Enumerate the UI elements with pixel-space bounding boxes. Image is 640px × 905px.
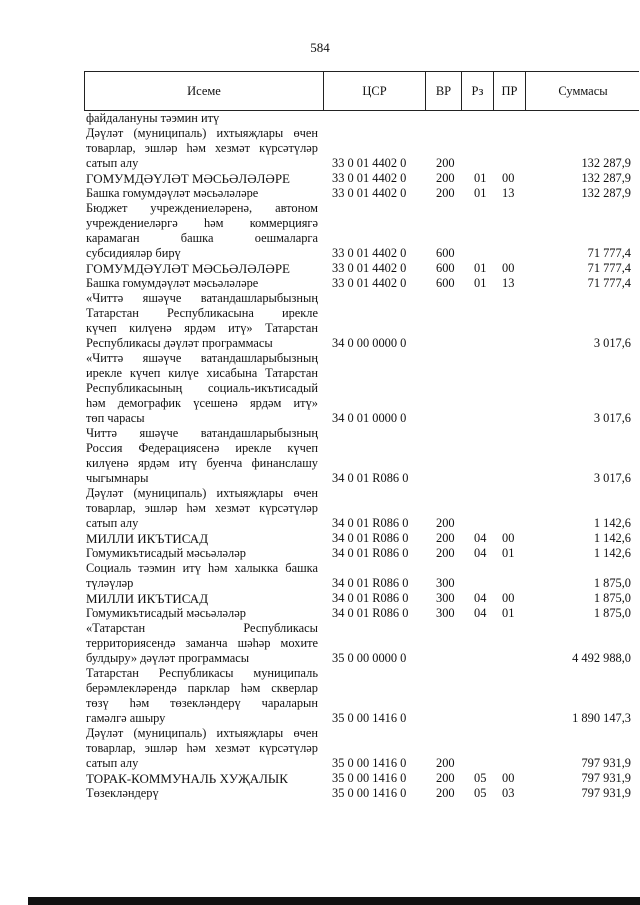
row-sum: 1 875,0 [593,591,631,605]
row-csr: 33 0 01 4402 0 [332,261,407,275]
row-name-line: учреждениеләргә һәм коммерциягә [86,216,318,230]
table-row [84,591,639,606]
row-csr: 35 0 00 1416 0 [332,711,407,725]
table-row [84,291,639,351]
row-rz: 01 [474,186,487,200]
row-vr: 200 [436,546,455,560]
row-csr: 34 0 01 R086 0 [332,546,409,560]
row-name-line: чыгымнары [86,471,149,485]
row-name-line: Башка гомумдәүләт мәсьәләләре [86,186,259,200]
header-vr: ВР [426,72,462,110]
table-row [84,201,639,261]
row-pr: 03 [502,786,515,800]
table-row [84,276,639,291]
row-name [84,201,318,261]
row-sum: 797 931,9 [581,786,631,800]
row-name-line: төзү һәм төзекләндерү чараларын [86,696,318,710]
header-pr: ПР [494,72,526,110]
row-name [84,171,318,186]
row-name-line: Россия Федерациясенә ирекле күчеп [86,441,318,455]
table-row [84,126,639,171]
row-name-line: Социаль тәэмин итү һәм халыкка башка [86,561,318,575]
table-row [84,261,639,276]
row-rz: 04 [474,591,487,605]
row-csr: 35 0 00 1416 0 [332,756,407,770]
row-name-line: Республикасының социаль-икътисадый [86,381,318,395]
row-name-line: төп чарасы [86,411,145,425]
row-name [84,606,318,621]
row-sum: 71 777,4 [587,246,631,260]
row-sum: 132 287,9 [581,186,631,200]
table-row [84,171,639,186]
row-vr: 200 [436,771,455,785]
row-name [84,726,318,771]
row-name-line: Башка гомумдәүләт мәсьәләләре [86,276,259,290]
row-name-line: ГОМУМДӘҮЛӘТ МӘСЬӘЛӘЛӘРЕ [86,261,290,276]
row-name-line: ирекле күчеп килүе хисабына Татарстан [86,366,318,380]
row-vr: 200 [436,756,455,770]
row-name-line: сатып алу [86,516,139,530]
table-row [84,771,639,786]
row-name-line: МИЛЛИ ИКЪТИСАД [86,531,209,546]
row-name [84,591,318,606]
row-pr: 01 [502,606,515,620]
row-name [84,771,318,786]
row-sum: 71 777,4 [587,261,631,275]
row-vr: 300 [436,591,455,605]
table-row [84,531,639,546]
row-rz: 04 [474,606,487,620]
row-name-line: «Читтә яшәүче ватандашларыбызның [86,291,318,305]
table-row [84,726,639,771]
row-name-line: МИЛЛИ ИКЪТИСАД [86,591,209,606]
row-sum: 3 017,6 [593,471,631,485]
row-sum: 4 492 988,0 [572,651,631,665]
table-row [84,606,639,621]
row-csr: 34 0 01 R086 0 [332,531,409,545]
row-name [84,786,318,801]
row-sum: 1 890 147,3 [572,711,631,725]
row-name [84,276,318,291]
row-name-line: гамәлгә ашыру [86,711,166,725]
row-csr: 35 0 00 1416 0 [332,771,407,785]
row-name [84,261,318,276]
table-row [84,786,639,801]
row-vr: 200 [436,516,455,530]
row-name-line: Бюджет учреждениеләренә, автоном [86,201,318,215]
table-row [84,186,639,201]
row-name [84,126,318,171]
table-row [84,561,639,591]
row-csr: 33 0 01 4402 0 [332,171,407,185]
row-pr: 00 [502,261,515,275]
row-name-line: ТОРАК-КОММУНАЛЬ ХУҖАЛЫК [86,771,288,786]
table-header [84,71,639,111]
row-csr: 33 0 01 4402 0 [332,186,407,200]
row-name-line: Төзекләндерү [86,786,159,800]
row-name-line: Дәүләт (муниципаль) ихтыяҗлары өчен [86,486,318,500]
row-vr: 600 [436,276,455,290]
budget-table [84,71,639,801]
row-pr: 01 [502,546,515,560]
row-name-line: «Татарстан Республикасы [86,621,318,635]
row-rz: 01 [474,276,487,290]
row-name [84,351,318,426]
row-name-line: килүенә ярдәм итү буенча финанслашу [86,456,318,470]
row-name-line: Татарстан Республикасына ирекле [86,306,318,320]
row-sum: 132 287,9 [581,156,631,170]
row-rz: 01 [474,171,487,185]
row-sum: 797 931,9 [581,756,631,770]
row-csr: 33 0 01 4402 0 [332,276,407,290]
row-rz: 05 [474,786,487,800]
row-vr: 200 [436,156,455,170]
row-name-line: субсидияләр бирү [86,246,181,260]
table-row [84,111,639,126]
row-name-line: ГОМУМДӘҮЛӘТ МӘСЬӘЛӘЛӘРЕ [86,171,290,186]
row-name-line: күчеп килүенә ярдәм итү» Татарстан [86,321,318,335]
row-name-line: Дәүләт (муниципаль) ихтыяҗлары өчен [86,126,318,140]
row-rz: 04 [474,546,487,560]
row-name [84,186,318,201]
row-name-line: сатып алу [86,156,139,170]
row-name-line: территориясендә заманча шәһәр мохите [86,636,318,650]
row-name [84,666,318,726]
row-sum: 71 777,4 [587,276,631,290]
row-name-line: Гомумикътисадый мәсьәләләр [86,546,246,560]
row-name [84,621,318,666]
page-number: 584 [310,40,330,55]
row-csr: 35 0 00 0000 0 [332,651,407,665]
row-sum: 797 931,9 [581,771,631,785]
row-sum: 3 017,6 [593,336,631,350]
row-name-line: файдалануны тәэмин итү [86,111,220,125]
row-csr: 34 0 01 R086 0 [332,591,409,605]
row-pr: 00 [502,591,515,605]
row-rz: 04 [474,531,487,545]
row-name-line: түләүләр [86,576,134,590]
row-sum: 1 142,6 [593,546,631,560]
row-name-line: товарлар, эшләр һәм хезмәт күрсәтүләр [86,741,318,755]
table-row [84,621,639,666]
row-name-line: сатып алу [86,756,139,770]
row-name-line: карамаган башка оешмаларга [86,231,318,245]
row-csr: 34 0 01 R086 0 [332,606,409,620]
row-vr: 200 [436,786,455,800]
row-name [84,426,318,486]
row-name-line: товарлар, эшләр һәм хезмәт күрсәтүләр [86,501,318,515]
row-vr: 600 [436,261,455,275]
row-name-line: Республикасы дәүләт программасы [86,336,273,350]
row-name-line: булдыру» дәүләт программасы [86,651,250,665]
row-pr: 13 [502,276,515,290]
row-sum: 1 875,0 [593,576,631,590]
row-pr: 00 [502,531,515,545]
row-rz: 05 [474,771,487,785]
row-sum: 1 875,0 [593,606,631,620]
row-name [84,111,318,126]
row-vr: 300 [436,606,455,620]
row-csr: 34 0 01 0000 0 [332,411,407,425]
row-vr: 300 [436,576,455,590]
row-name-line: һәм демографик үсешенә ярдәм итү» [86,396,318,410]
table-row [84,351,639,426]
row-pr: 00 [502,171,515,185]
row-rz: 01 [474,261,487,275]
row-pr: 13 [502,186,515,200]
table-row [84,666,639,726]
row-vr: 600 [436,246,455,260]
row-name [84,291,318,351]
row-sum: 1 142,6 [593,531,631,545]
table-body [84,111,639,801]
row-name-line: Читтә яшәүче ватандашларыбызның [86,426,318,440]
row-csr: 34 0 01 R086 0 [332,516,409,530]
row-vr: 200 [436,531,455,545]
row-name-line: берәмлекләрендә парклар һәм скверлар [86,681,318,695]
row-csr: 34 0 01 R086 0 [332,471,409,485]
row-name-line: Гомумикътисадый мәсьәләләр [86,606,246,620]
table-row [84,486,639,531]
table-row [84,546,639,561]
row-csr: 34 0 00 0000 0 [332,336,407,350]
row-name [84,531,318,546]
row-name-line: товарлар, эшләр һәм хезмәт күрсәтүләр [86,141,318,155]
row-csr: 34 0 01 R086 0 [332,576,409,590]
table-row [84,426,639,486]
row-sum: 132 287,9 [581,171,631,185]
row-sum: 1 142,6 [593,516,631,530]
header-rz: Рз [462,72,494,110]
row-vr: 200 [436,186,455,200]
row-csr: 33 0 01 4402 0 [332,156,407,170]
row-name-line: «Читтә яшәүче ватандашларыбызның [86,351,318,365]
row-pr: 00 [502,771,515,785]
header-csr: ЦСР [324,72,426,110]
row-csr: 33 0 01 4402 0 [332,246,407,260]
row-name [84,486,318,531]
row-name-line: Татарстан Республикасы муниципаль [86,666,318,680]
row-name-line: Дәүләт (муниципаль) ихтыяҗлары өчен [86,726,318,740]
row-sum: 3 017,6 [593,411,631,425]
header-sum: Суммасы [558,83,608,98]
row-vr: 200 [436,171,455,185]
scan-edge-bar [28,897,640,905]
row-name [84,561,318,591]
header-name: Исеме [85,72,324,110]
row-name [84,546,318,561]
row-csr: 35 0 00 1416 0 [332,786,407,800]
